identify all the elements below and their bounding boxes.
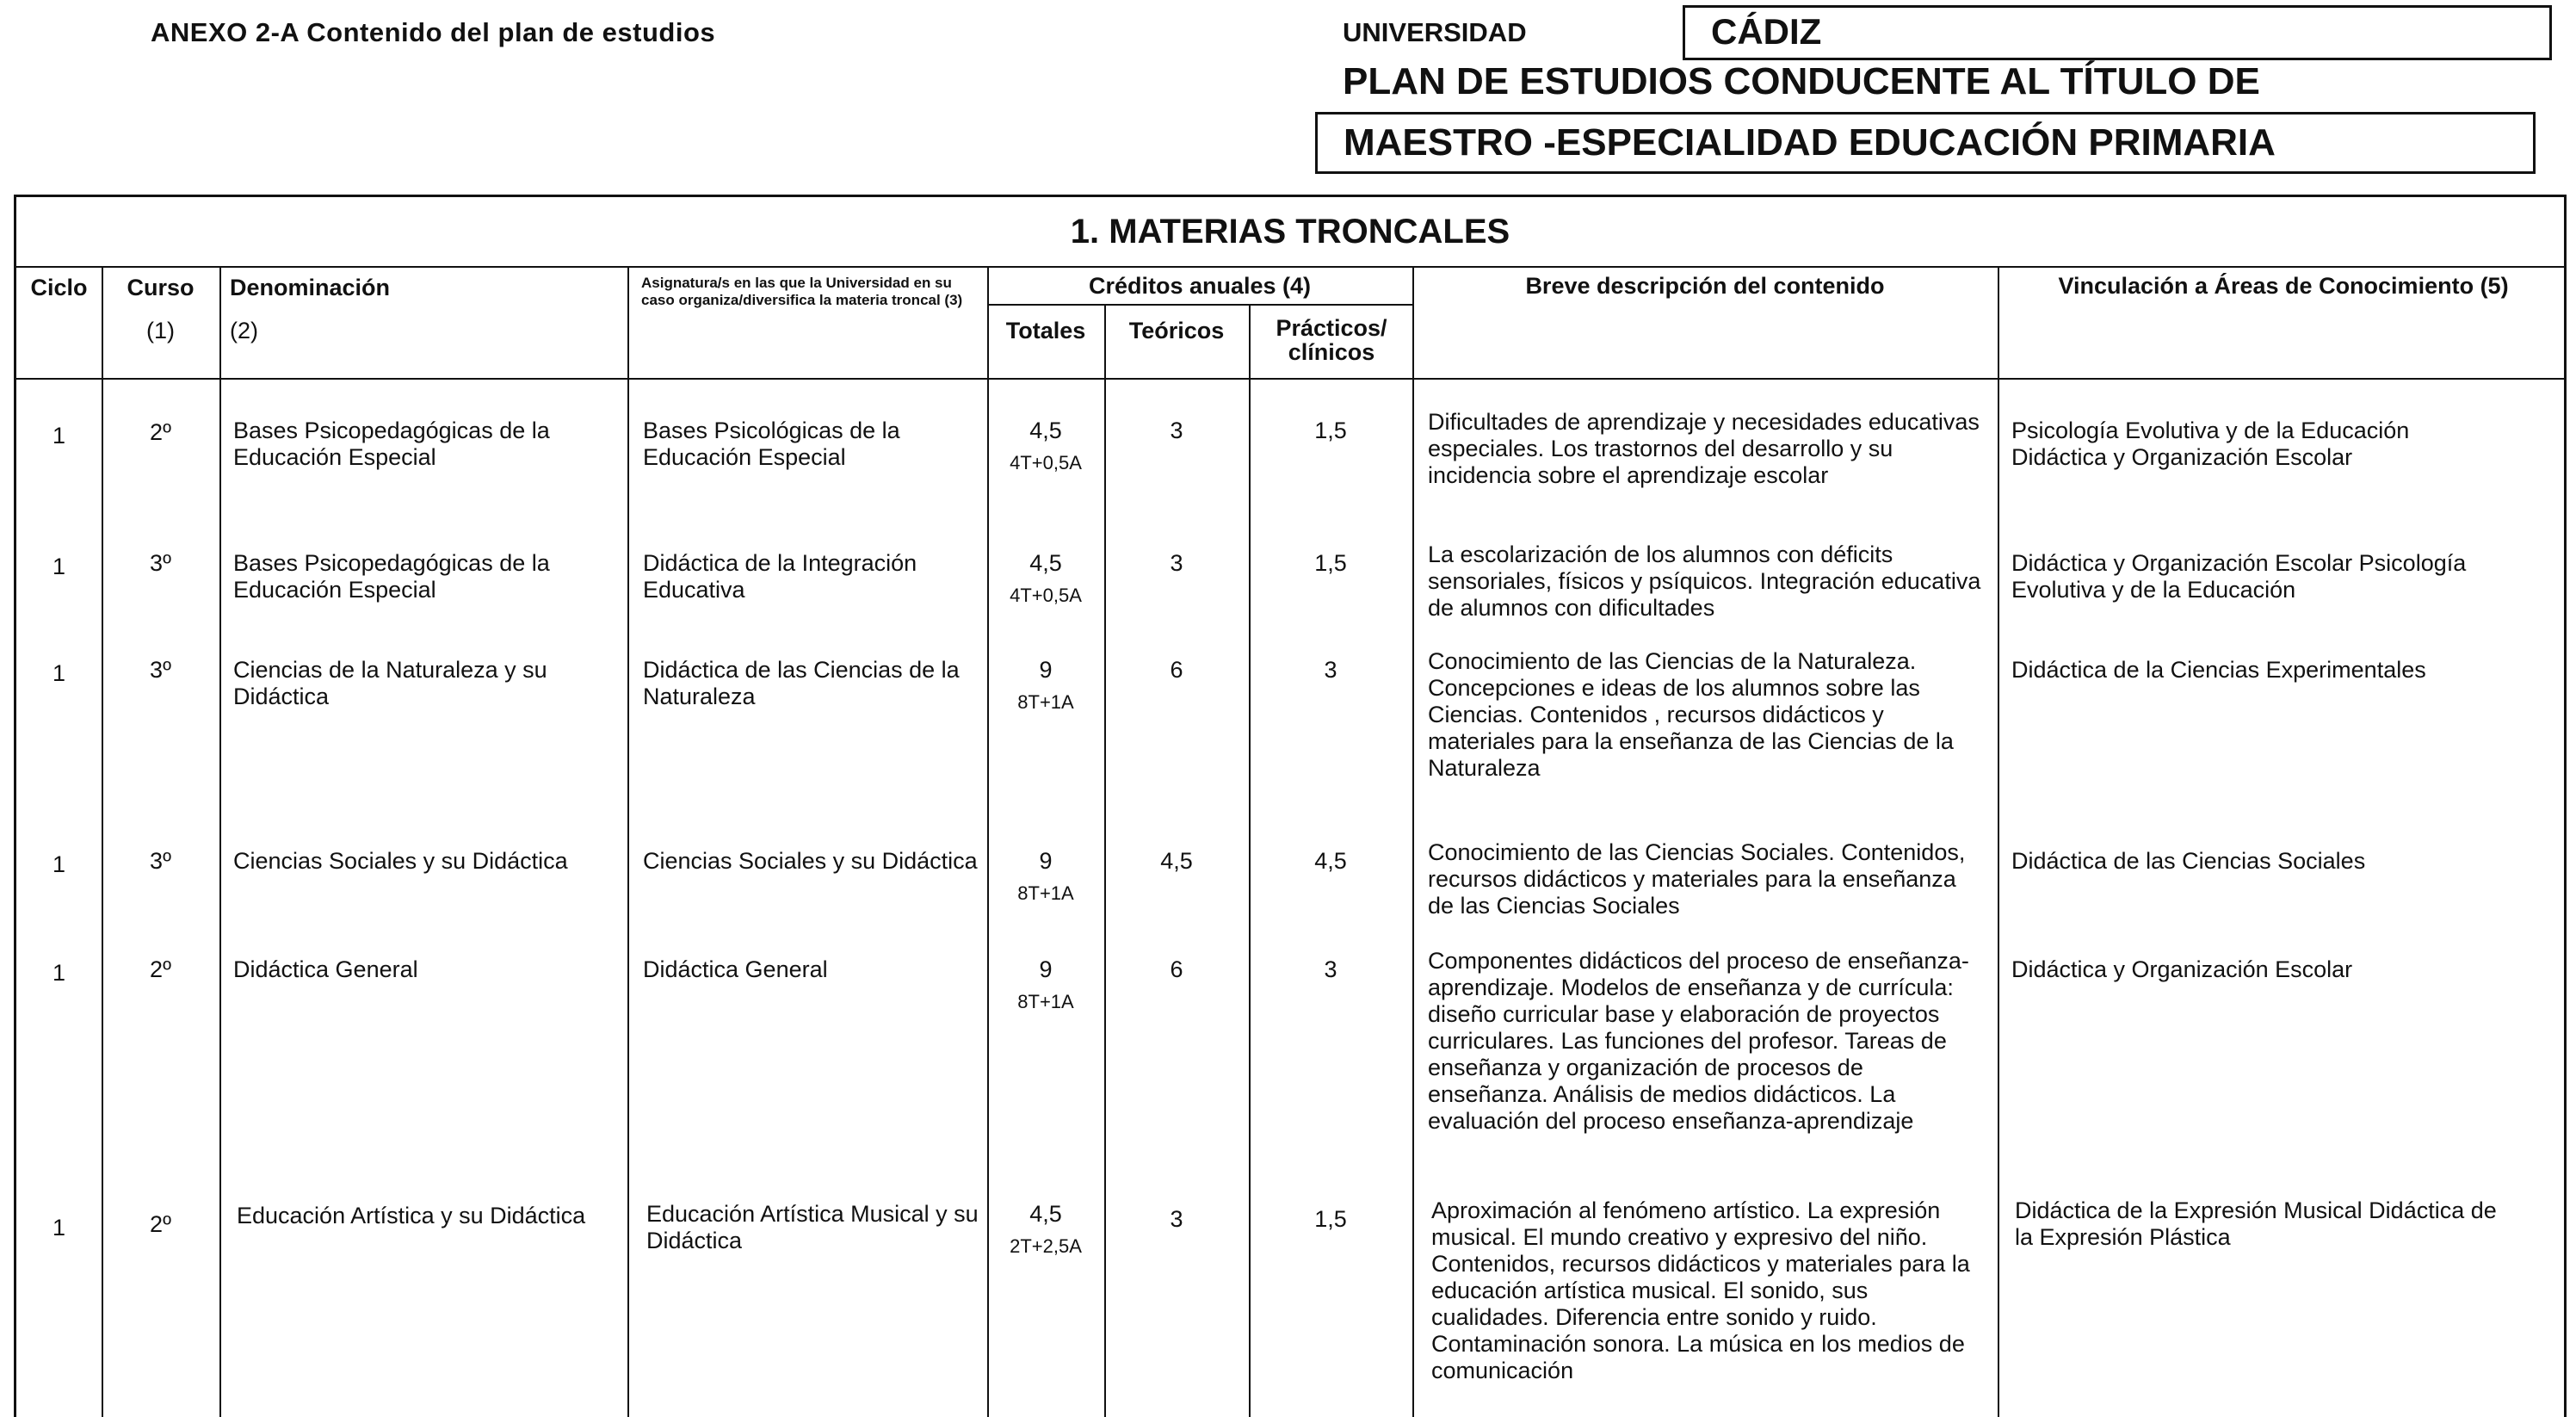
header-practicos: Prácticos/ clínicos — [1276, 315, 1387, 365]
degree-box — [1315, 112, 2536, 174]
header-denominacion: Denominación — [230, 275, 391, 300]
cell-totales — [987, 550, 1104, 609]
cell-curso: 3º — [150, 657, 171, 683]
cell-ciclo: 1 — [52, 423, 66, 449]
cell-totales — [987, 956, 1104, 1015]
cell-curso: 3º — [150, 848, 171, 874]
university-box — [1683, 5, 2552, 60]
cell-vinculacion: Psicología Evolutiva y de la Educación Didáctica y Organización Escolar — [2011, 418, 2410, 470]
header-denominacion-note: (2) — [230, 318, 258, 343]
totales-detail: 8T+1A — [1017, 882, 1074, 904]
cell-descripcion: La escolarización de los alumnos con déficits sensoriales, físicos y psíquicos. Integración educativa de alumnos con dificultades — [1428, 541, 1981, 621]
header-descripcion: Breve descripción del contenido — [1525, 273, 1885, 299]
totales-detail: 4T+0,5A — [1010, 585, 1082, 606]
cell-curso: 3º — [150, 550, 171, 576]
degree-name: MAESTRO -ESPECIALIDAD EDUCACIÓN PRIMARIA — [1344, 121, 2276, 164]
cell-vinculacion: Didáctica y Organización Escolar Psicología Evolutiva y de la Educación — [2011, 550, 2467, 603]
totales-detail: 2T+2,5A — [1010, 1235, 1082, 1257]
cell-descripcion: Dificultades de aprendizaje y necesidades educativas especiales. Los trastornos del desarrollo y su incidencia sobre el aprendizaje escolar — [1428, 409, 1980, 488]
cell-denominacion: Educación Artística y su Didáctica — [237, 1203, 586, 1228]
annex-title: ANEXO 2-A Contenido del plan de estudios — [151, 17, 716, 47]
totales-value: 4,5 — [1029, 418, 1062, 443]
header-bottom-line — [16, 378, 2564, 380]
cell-practicos: 3 — [1324, 956, 1337, 982]
header-totales: Totales — [1005, 318, 1086, 343]
cell-practicos: 4,5 — [1314, 848, 1347, 874]
cell-ciclo: 1 — [52, 554, 66, 579]
header-teoricos: Teóricos — [1128, 318, 1225, 343]
university-label: UNIVERSIDAD — [1343, 17, 1527, 47]
header-curso-note: (1) — [146, 318, 175, 343]
cell-denominacion: Didáctica General — [233, 956, 418, 982]
header-vinculacion: Vinculación a Áreas de Conocimiento (5) — [2058, 273, 2509, 299]
cell-asignatura: Didáctica General — [643, 956, 828, 982]
credits-subheader-line — [987, 304, 1412, 306]
cell-asignatura: Ciencias Sociales y su Didáctica — [643, 848, 978, 874]
subjects-table — [14, 195, 2567, 1417]
cell-practicos: 1,5 — [1314, 418, 1347, 443]
cell-asignatura: Educación Artística Musical y su Didáctica — [646, 1201, 979, 1253]
cell-ciclo: 1 — [52, 960, 66, 986]
cell-curso: 2º — [150, 1211, 171, 1237]
cell-descripcion: Conocimiento de las Ciencias de la Naturaleza. Concepciones e ideas de los alumnos sobre las Ciencias. Contenidos , recursos didácticos y materiales para la enseñanza de las Ciencias de la Naturaleza — [1428, 648, 1954, 781]
cell-asignatura: Bases Psicológicas de la Educación Especial — [643, 418, 900, 470]
header-ciclo: Ciclo — [30, 275, 88, 300]
header-curso: Curso — [127, 275, 195, 300]
university-name: CÁDIZ — [1711, 11, 1822, 52]
col-divider — [1998, 268, 1999, 1417]
cell-vinculacion: Didáctica de las Ciencias Sociales — [2011, 848, 2366, 874]
cell-teoricos: 3 — [1170, 550, 1183, 576]
totales-value: 9 — [1039, 848, 1053, 874]
cell-denominacion: Bases Psicopedagógicas de la Educación Especial — [233, 418, 550, 470]
cell-totales — [987, 418, 1104, 476]
cell-asignatura: Didáctica de las Ciencias de la Naturaleza — [643, 657, 960, 709]
cell-vinculacion: Didáctica y Organización Escolar — [2011, 956, 2353, 982]
cell-totales — [987, 1201, 1104, 1259]
totales-value: 9 — [1039, 657, 1053, 683]
cell-teoricos: 4,5 — [1160, 848, 1193, 874]
cell-ciclo: 1 — [52, 851, 66, 877]
totales-value: 9 — [1039, 956, 1053, 982]
section-title: 1. MATERIAS TRONCALES — [16, 197, 2564, 268]
cell-teoricos: 3 — [1170, 418, 1183, 443]
header-asignatura: Asignatura/s en las que la Universidad en su caso organiza/diversifica la materia troncal (3) — [641, 275, 963, 308]
col-divider — [1412, 268, 1414, 1417]
cell-practicos: 1,5 — [1314, 1206, 1347, 1232]
cell-practicos: 3 — [1324, 657, 1337, 683]
col-divider — [219, 268, 221, 1417]
cell-denominacion: Bases Psicopedagógicas de la Educación Especial — [233, 550, 550, 603]
cell-totales — [987, 848, 1104, 907]
totales-detail: 8T+1A — [1017, 691, 1074, 713]
cell-ciclo: 1 — [52, 1215, 66, 1241]
cell-teoricos: 3 — [1170, 1206, 1183, 1232]
cell-ciclo: 1 — [52, 660, 66, 686]
plan-title: PLAN DE ESTUDIOS CONDUCENTE AL TÍTULO DE — [1343, 60, 2260, 102]
totales-value: 4,5 — [1029, 550, 1062, 576]
cell-descripcion: Conocimiento de las Ciencias Sociales. Contenidos, recursos didácticos y materiales para la enseñanza de las Ciencias Sociales — [1428, 839, 1966, 919]
cell-teoricos: 6 — [1170, 956, 1183, 982]
cell-vinculacion: Didáctica de la Expresión Musical Didáctica de la Expresión Plástica — [2015, 1197, 2497, 1250]
cell-denominacion: Ciencias Sociales y su Didáctica — [233, 848, 568, 874]
cell-descripcion: Aproximación al fenómeno artístico. La expresión musical. El mundo creativo y expresivo del niño. Contenidos, recursos didácticos y materiales para la educación artística musical. El sonido, sus cualidades. Diferencia entre sonido y ruido. Contaminación sonora. La música en los medios de comunicación — [1431, 1197, 1970, 1383]
cell-vinculacion: Didáctica de la Ciencias Experimentales — [2011, 657, 2426, 683]
header-creditos: Créditos anuales (4) — [1088, 273, 1312, 299]
cell-curso: 2º — [150, 956, 171, 982]
cell-totales — [987, 657, 1104, 715]
totales-detail: 4T+0,5A — [1010, 452, 1082, 473]
cell-descripcion: Componentes didácticos del proceso de enseñanza-aprendizaje. Modelos de enseñanza y de currícula: diseño curricular base y elaboración de proyectos curriculares. Las funciones del profesor. Tareas de enseñanza y organización de procesos de enseñanza. Análisis de medios didácticos. La evaluación del proceso enseñanza-aprendizaje — [1428, 948, 1969, 1134]
totales-value: 4,5 — [1029, 1201, 1062, 1227]
cell-practicos: 1,5 — [1314, 550, 1347, 576]
cell-denominacion: Ciencias de la Naturaleza y su Didáctica — [233, 657, 547, 709]
cell-curso: 2º — [150, 419, 171, 445]
totales-detail: 8T+1A — [1017, 991, 1074, 1012]
col-divider — [627, 268, 629, 1417]
cell-asignatura: Didáctica de la Integración Educativa — [643, 550, 917, 603]
cell-teoricos: 6 — [1170, 657, 1183, 683]
